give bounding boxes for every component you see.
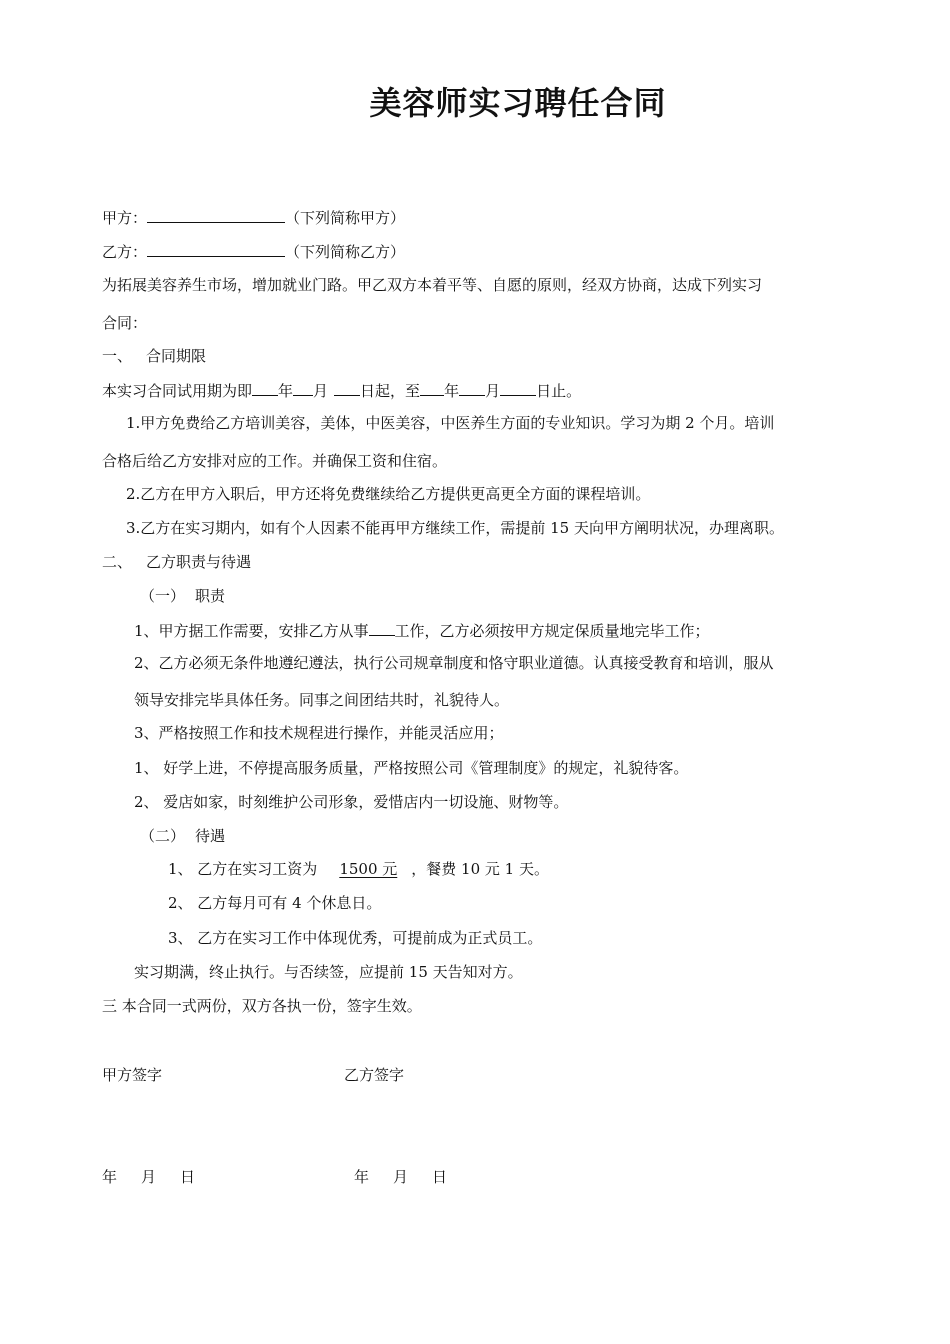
duty-1-text-b: 工作，乙方必须按甲方规定保质量地完毕工作； xyxy=(394,622,710,640)
party-a-date-day: 日 xyxy=(180,1168,196,1186)
term-end-year-label: 年 xyxy=(444,382,460,400)
party-a-date-month: 月 xyxy=(141,1168,157,1186)
term-month-label: 月 xyxy=(313,382,329,400)
duties-number: （一） xyxy=(140,587,186,605)
start-year-blank[interactable] xyxy=(252,379,278,396)
benefit-1-text-a: 1、 乙方在实习工资为 xyxy=(168,860,318,878)
benefits-number: （二） xyxy=(140,827,186,845)
party-a-line xyxy=(102,206,405,228)
party-b-note: （下列简称乙方） xyxy=(285,243,406,261)
duty-2-line-1: 2、乙方必须无条件地遵纪遵法，执行公司规章制度和恪守职业道德。认真接受教育和培训，服从 xyxy=(134,654,774,672)
salary-value: 1500 元 xyxy=(339,860,398,878)
duty-1 xyxy=(134,619,710,641)
end-month-blank[interactable] xyxy=(459,379,485,396)
duty-2-line-2: 领导安排完毕具体任务。同事之间团结共时，礼貌待人。 xyxy=(134,691,510,709)
end-day-blank[interactable] xyxy=(500,379,536,396)
benefit-1-text-b: ，餐费 10 元 1 天。 xyxy=(411,860,549,878)
section-3-text: 三 本合同一式两份，双方各执一份，签字生效。 xyxy=(102,997,422,1015)
intro-line-1: 为拓展美容养生市场，增加就业门路。甲乙双方本着平等、自愿的原则，经双方协商，达成下列实习 xyxy=(102,276,763,294)
benefits-title: 待遇 xyxy=(195,827,226,845)
end-year-blank[interactable] xyxy=(420,379,444,396)
benefit-1 xyxy=(168,859,549,879)
party-b-date-day: 日 xyxy=(432,1168,448,1186)
section-1-title: 合同期限 xyxy=(146,347,207,365)
section-1-item-1-line-1: 1.甲方免费给乙方培训美容，美体，中医美容，中医养生方面的专业知识。学习为期 2 个月。培训 xyxy=(126,414,775,432)
section-1-item-3: 3.乙方在实习期内，如有个人因素不能再甲方继续工作，需提前 15 天向甲方阐明状况，办理离职。 xyxy=(126,519,784,537)
benefit-2: 2、 乙方每月可有 4 个休息日。 xyxy=(168,894,382,912)
party-a-date xyxy=(102,1167,195,1187)
expiry-clause: 实习期满，终止执行。与否续签，应提前 15 天告知对方。 xyxy=(134,963,523,981)
party-b-line xyxy=(102,240,405,262)
section-2-heading xyxy=(102,552,251,572)
party-a-date-year: 年 xyxy=(102,1168,118,1186)
party-a-blank[interactable] xyxy=(147,206,285,223)
benefits-heading xyxy=(140,826,225,846)
party-b-signature-label: 乙方签字 xyxy=(344,1066,405,1084)
start-day-blank[interactable] xyxy=(334,379,360,396)
term-end-month-label: 月 xyxy=(485,382,501,400)
party-a-label: 甲方： xyxy=(102,209,148,227)
term-day-label: 日起，至 xyxy=(360,382,421,400)
section-1-item-1-line-2: 合格后给乙方安排对应的工作。并确保工资和住宿。 xyxy=(102,452,448,470)
section-2-title: 乙方职责与待遇 xyxy=(146,553,252,571)
section-1-heading xyxy=(102,346,206,366)
intro-line-2: 合同： xyxy=(102,314,148,332)
duty-5: 2、 爱店如家，时刻维护公司形象，爱惜店内一切设施、财物等。 xyxy=(134,793,569,811)
party-b-label: 乙方： xyxy=(102,243,148,261)
party-b-date-year: 年 xyxy=(354,1168,370,1186)
term-year-label: 年 xyxy=(278,382,294,400)
document-title: 美容师实习聘任合同 xyxy=(369,84,667,122)
party-a-note: （下列简称甲方） xyxy=(285,209,406,227)
party-a-signature-label: 甲方签字 xyxy=(102,1066,163,1084)
term-text-start: 本实习合同试用期为即 xyxy=(102,382,253,400)
duty-4: 1、 好学上进，不停提高服务质量，严格按照公司《管理制度》的规定，礼貌待客。 xyxy=(134,759,689,777)
section-1-number: 一、 xyxy=(102,347,133,365)
duties-title: 职责 xyxy=(195,587,226,605)
duty-1-text-a: 1、甲方据工作需要，安排乙方从事 xyxy=(134,622,369,640)
benefit-3: 3、 乙方在实习工作中体现优秀，可提前成为正式员工。 xyxy=(168,929,543,947)
section-2-number: 二、 xyxy=(102,553,133,571)
job-type-blank[interactable] xyxy=(369,619,395,636)
party-b-date-month: 月 xyxy=(393,1168,409,1186)
duty-3: 3、严格按照工作和技术规程进行操作，并能灵活应用； xyxy=(134,724,504,742)
party-b-date xyxy=(354,1167,447,1187)
term-end-day-label: 日止。 xyxy=(536,382,582,400)
contract-term-line xyxy=(102,379,581,401)
section-1-item-2: 2.乙方在甲方入职后，甲方还将免费继续给乙方提供更高更全方面的课程培训。 xyxy=(126,485,651,503)
duties-heading xyxy=(140,586,225,606)
party-b-blank[interactable] xyxy=(147,240,285,257)
start-month-blank[interactable] xyxy=(293,379,313,396)
